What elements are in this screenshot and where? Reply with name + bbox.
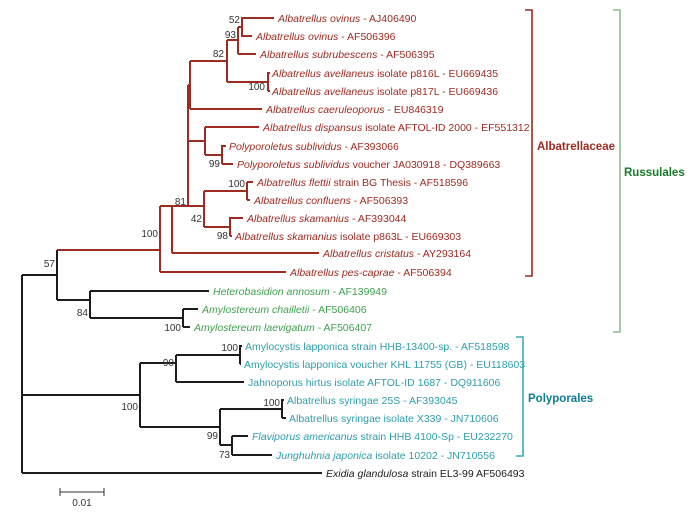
taxon-label: Albatrellus cristatus - AY293164 <box>323 248 472 260</box>
clade-bracket <box>613 10 620 332</box>
taxon-label: Jahnoporus hirtus isolate AFTOL-ID 1687 - DQ911606 <box>248 377 501 389</box>
clade-label: Polyporales <box>528 393 594 405</box>
bootstrap-value: 90 <box>162 358 174 369</box>
bootstrap-value: 98 <box>216 231 228 242</box>
bootstrap-value: 100 <box>228 179 245 190</box>
taxon-label: Albatrellus ovinus - AJ406490 <box>278 13 417 25</box>
bootstrap-value: 100 <box>141 229 158 240</box>
bootstrap-value: 73 <box>218 450 230 461</box>
taxon-label: Flaviporus americanus strain HHB 4100-Sp - EU232270 <box>252 431 513 443</box>
taxon-label: Junghuhnia japonica isolate 10202 - JN710556 <box>276 450 495 462</box>
bootstrap-value: 84 <box>76 308 88 319</box>
taxon-label: Albatrellus skamanius isolate p863L - EU669303 <box>235 231 462 243</box>
scale-bar-label: 0.01 <box>72 498 92 509</box>
taxon-label: Albatrellus caeruleoporus - EU846319 <box>266 104 444 116</box>
taxon-label: Albatrellus syringae 25S - AF393045 <box>287 395 458 407</box>
bootstrap-value: 99 <box>208 159 220 170</box>
taxon-label: Albatrellus avellaneus isolate p817L - EU669436 <box>272 86 499 98</box>
clade-label: Albatrellaceae <box>537 141 615 153</box>
bootstrap-value: 100 <box>221 343 238 354</box>
taxon-label: Heterobasidion annosum - AF139949 <box>213 286 387 298</box>
taxon-label: Amylocystis lapponica strain HHB-13400-sp. - AF518598 <box>245 341 510 353</box>
taxon-label: Amylocystis lapponica voucher KHL 11755 (GB) - EU118603 <box>244 359 526 371</box>
clade-bracket <box>516 337 523 456</box>
taxon-label: Albatrellus confluens - AF506393 <box>254 195 409 207</box>
taxon-label: Amylostereum chailletii - AF506406 <box>202 304 367 316</box>
bootstrap-value: 100 <box>248 82 265 93</box>
bootstrap-value: 82 <box>212 49 224 60</box>
taxon-label: Polyporoletus sublividus voucher JA030918 - DQ389663 <box>237 159 501 171</box>
taxon-label: Albatrellus flettii strain BG Thesis - AF518596 <box>257 177 469 189</box>
taxon-label: Albatrellus pes-caprae - AF506394 <box>290 267 452 279</box>
bootstrap-value: 93 <box>224 30 236 41</box>
taxon-label: Albatrellus dispansus isolate AFTOL-ID 2000 - EF551312 <box>263 122 530 134</box>
bootstrap-value: 42 <box>190 214 202 225</box>
taxon-label: Amylostereum laevigatum - AF506407 <box>194 322 373 334</box>
bootstrap-value: 99 <box>206 431 218 442</box>
bootstrap-value: 52 <box>228 15 240 26</box>
clade-label: Russulales <box>624 167 685 179</box>
taxon-label: Albatrellus subrubescens - AF506395 <box>260 49 435 61</box>
clade-bracket <box>525 10 532 276</box>
bootstrap-value: 100 <box>164 323 181 334</box>
bootstrap-value: 100 <box>121 402 138 413</box>
taxon-label: Albatrellus ovinus - AF506396 <box>256 31 396 43</box>
taxon-label: Exidia glandulosa strain EL3-99 AF506493 <box>326 468 525 480</box>
taxon-label: Albatrellus avellaneus isolate p816L - EU669435 <box>272 68 499 80</box>
bootstrap-value: 57 <box>43 259 55 270</box>
bootstrap-value: 81 <box>174 197 186 208</box>
taxon-label: Polyporoletus sublividus - AF393066 <box>229 141 399 153</box>
taxon-label: Albatrellus syringae isolate X339 - JN710606 <box>289 413 499 425</box>
bootstrap-value: 100 <box>263 398 280 409</box>
taxon-label: Albatrellus skamanius - AF393044 <box>247 213 407 225</box>
